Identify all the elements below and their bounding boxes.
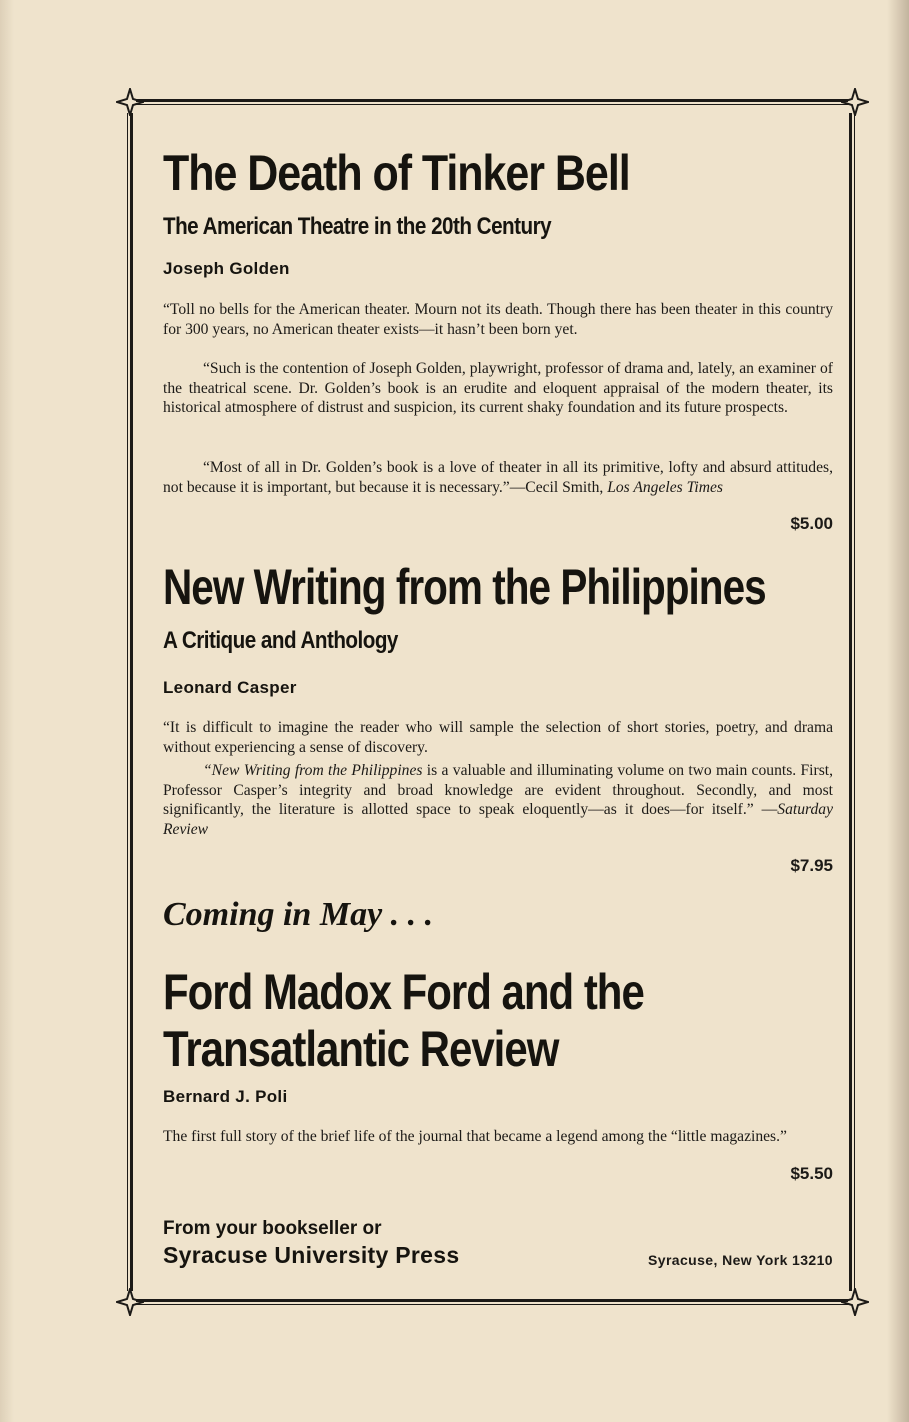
book1-paragraph-2: “Such is the contention of Joseph Golden, playwright, professor of drama and, lately, an examiner of the theatrical scene. Dr. Golden’s book is an erudite and eloquent appraisal of the modern theater, its historical atmosphere of distrust and suspicion, its current shaky foundation and its future prospects. xyxy=(163,360,833,417)
book2-subtitle: A Critique and Anthology xyxy=(163,627,398,654)
page-shadow-left xyxy=(0,0,14,1422)
book2-title: New Writing from the Philippines xyxy=(163,559,766,615)
book1-paragraph-3 xyxy=(163,458,833,497)
footer-publisher-name: Syracuse University Press xyxy=(163,1242,460,1268)
corner-ornament-top-right xyxy=(841,88,869,116)
frame-right-rule xyxy=(849,113,855,1291)
book1-price: $5.00 xyxy=(790,514,833,533)
corner-ornament-top-left xyxy=(116,88,144,116)
book2-author: Leonard Casper xyxy=(163,678,297,697)
book3-author: Bernard J. Poli xyxy=(163,1087,288,1106)
book2-price: $7.95 xyxy=(790,856,833,875)
footer-address: Syracuse, New York 13210 xyxy=(648,1252,833,1268)
book1-subtitle: The American Theatre in the 20th Century xyxy=(163,213,552,240)
book1-quote-source: Los Angeles Times xyxy=(607,478,723,496)
book2-quote-source: Saturday Review xyxy=(163,801,833,838)
footer-bookseller-line: From your bookseller or xyxy=(163,1218,382,1239)
corner-ornament-bottom-left xyxy=(116,1288,144,1316)
frame-bottom-rule xyxy=(136,1299,848,1305)
coming-in-may-heading: Coming in May . . . xyxy=(163,896,434,933)
book3-paragraph-1: The first full story of the brief life of the journal that became a legend among the “little magazines.” xyxy=(163,1128,787,1145)
frame-left-rule xyxy=(127,113,133,1291)
book2-quote-title: “New Writing from the Philippines xyxy=(203,762,423,779)
frame-top-rule xyxy=(136,99,848,105)
book3-title-line-1: Ford Madox Ford and the xyxy=(163,964,644,1020)
corner-ornament-bottom-right xyxy=(841,1288,869,1316)
book2-quote-text: is a valuable and illuminating volume on two main counts. First, Professor Casper’s integrity and broad knowledge are evident throughout. Secondly, and most significantly, the literature is allotted space to speak eloquently—as it does—for itself.” — xyxy=(163,762,833,819)
book2-paragraph-2 xyxy=(163,761,833,839)
book1-title: The Death of Tinker Bell xyxy=(163,145,630,201)
book2-paragraph-1: “It is difficult to imagine the reader who will sample the selection of short stories, poetry, and drama without experiencing a sense of discovery. xyxy=(163,719,833,756)
book1-quote-text: “Most of all in Dr. Golden’s book is a love of theater in all its primitive, lofty and absurd attitudes, not because it is important, but because it is necessary.”—Cecil Smith, xyxy=(163,459,833,496)
book3-title-line-2: Transatlantic Review xyxy=(163,1021,559,1077)
book3-price: $5.50 xyxy=(790,1164,833,1183)
book1-author: Joseph Golden xyxy=(163,259,290,278)
book1-paragraph-1: “Toll no bells for the American theater. Mourn not its death. Though there has been theater in this country for 300 years, no American theater exists—it hasn’t been born yet. xyxy=(163,301,833,338)
page-binding-shadow xyxy=(887,0,909,1422)
